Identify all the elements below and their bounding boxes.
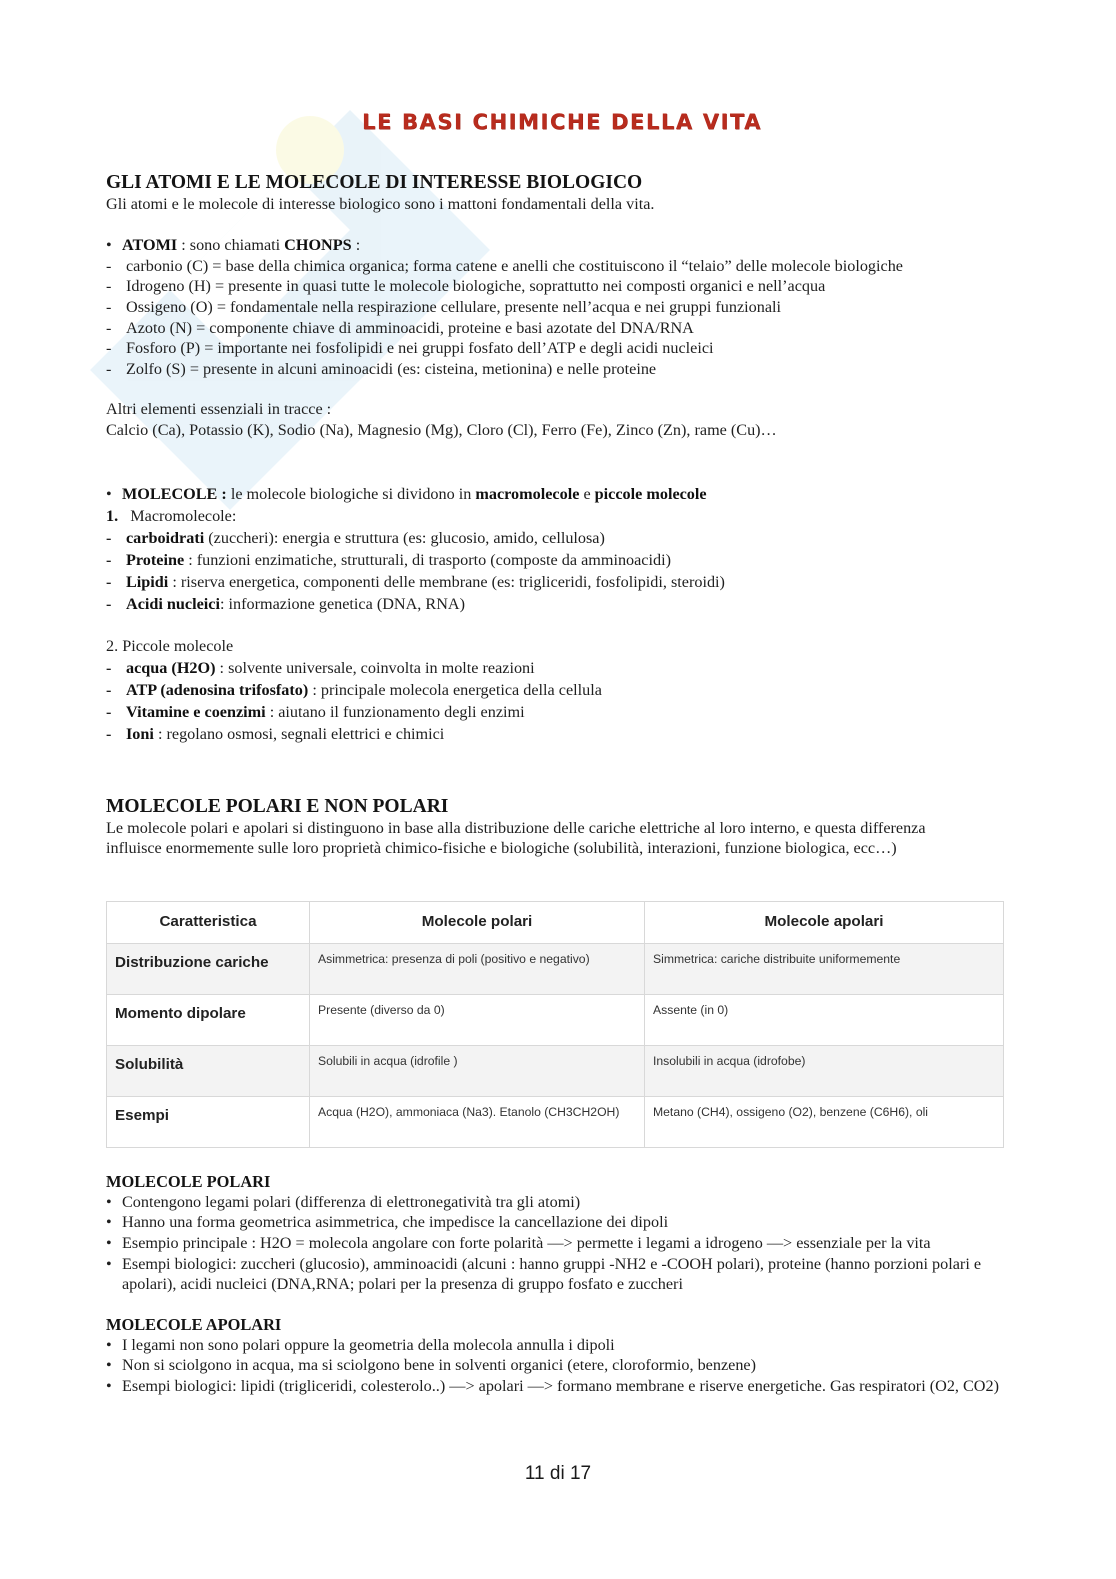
list-item: • Esempio principale : H2O = molecola angolare con forte polarità —> permette i legami a idrogeno —> essenziale per la vita <box>106 1233 931 1252</box>
table-header-row <box>107 901 1004 943</box>
list-item: - Acidi nucleici: informazione genetica (DNA, RNA) <box>106 594 465 613</box>
list-item: - acqua (H2O) : solvente universale, coinvolta in molte reazioni <box>106 658 535 677</box>
list-item: • Non si sciolgono in acqua, ma si sciolgono bene in solventi organici (etere, cloroformio, benzene) <box>106 1356 756 1375</box>
list-item: - Vitamine e coenzimi : aiutano il funzionamento degli enzimi <box>106 702 525 721</box>
list-item: - Ossigeno (O) = fondamentale nella respirazione cellulare, presente nell’acqua e nei gruppi funzionali <box>106 297 782 316</box>
table-row <box>107 943 1004 994</box>
table-header-cell: Molecole apolari <box>645 901 1004 943</box>
table-cell: Asimmetrica: presenza di poli (positivo e negativo) <box>310 943 645 994</box>
section-heading-atoms: GLI ATOMI E LE MOLECOLE DI INTERESSE BIOLOGICO <box>106 171 643 193</box>
list-item: • Esempi biologici: lipidi (trigliceridi, colesterolo..) —> apolari —> formano membrane e riserve energetiche. Gas respiratori (O2, CO2) <box>106 1376 999 1395</box>
table-cell: Simmetrica: cariche distribuite uniformemente <box>645 943 1004 994</box>
molecole-bullet <box>106 483 1006 505</box>
bullet-icon: • <box>106 1376 112 1395</box>
list-item: - Ioni : regolano osmosi, segnali elettrici e chimici <box>106 724 445 743</box>
list-item: - Idrogeno (H) = presente in quasi tutte le molecole biologiche, soprattutto nei composti organici e nell’acqua <box>106 277 826 296</box>
section-heading-polar: MOLECOLE POLARI E NON POLARI <box>106 795 449 817</box>
table-row <box>107 1045 1004 1096</box>
section-atoms-molecules <box>106 171 1006 745</box>
apolari-list <box>106 1335 1006 1397</box>
list-item: - Proteine : funzioni enzimatiche, strutturali, di trasporto (composte da amminoacidi) <box>106 550 671 569</box>
table-cell: Assente (in 0) <box>645 994 1004 1045</box>
comparison-table <box>106 901 1004 1148</box>
table-header-cell: Caratteristica <box>107 901 310 943</box>
table-cell: Metano (CH4), ossigeno (O2), benzene (C6H6), oli <box>645 1096 1004 1147</box>
list-item: • Esempi biologici: zuccheri (glucosio), amminoacidi (alcuni : hanno gruppi -NH2 e -COOH polari), proteine (hanno porzioni polari e apolari), acidi nucleici (DNA,RNA; polari per la presenza di gruppo fosfato e zuccheri <box>106 1254 982 1294</box>
list-item: - Zolfo (S) = presente in alcuni aminoacidi (es: cisteina, metionina) e nelle proteine <box>106 359 657 378</box>
list-item: - carboidrati (zuccheri): energia e struttura (es: glucosio, amido, cellulosa) <box>106 528 605 547</box>
piccole-molecole-label: 2. Piccole molecole <box>106 636 234 655</box>
list-item: • Contengono legami polari (differenza di elettronegatività tra gli atomi) <box>106 1192 581 1211</box>
list-item: • ATOMI : sono chiamati CHONPS : <box>106 236 361 255</box>
table-cell: Solubili in acqua (idrofile ) <box>310 1045 645 1096</box>
macromolecole-list <box>106 527 1006 615</box>
table-header-cell: Molecole polari <box>310 901 645 943</box>
list-item: • Hanno una forma geometrica asimmetrica, che impedisce la cancellazione dei dipoli <box>106 1213 669 1232</box>
bullet-icon: • <box>106 484 112 503</box>
macromolecole-label: 1. Macromolecole: <box>106 506 237 525</box>
section-intro-atoms: Gli atomi e le molecole di interesse biologico sono i mattoni fondamentali della vita. <box>106 194 655 213</box>
trace-elements-label: Altri elementi essenziali in tracce : <box>106 400 332 419</box>
bullet-icon: • <box>106 1192 112 1211</box>
subheading-polari: MOLECOLE POLARI <box>106 1171 271 1191</box>
table-cell-key: Solubilità <box>107 1045 310 1096</box>
list-item: - carbonio (C) = base della chimica organica; forma catene e anelli che costituiscono il “telaio” delle molecole biologiche <box>106 256 903 275</box>
section-intro-polar: Le molecole polari e apolari si distinguono in base alla distribuzione delle cariche elettriche al loro interno, e questa differenza influisce enormemente sulle loro proprietà chimico-fisiche e biologiche (solubilità, interazioni, funzione biologica, ecc…) <box>106 818 926 858</box>
table-row <box>107 994 1004 1045</box>
table-row <box>107 1096 1004 1147</box>
page-title: LE BASI CHIMICHE DELLA VITA <box>361 110 762 134</box>
bullet-icon: • <box>106 1213 112 1232</box>
bullet-icon: • <box>106 1335 112 1354</box>
table-cell: Insolubili in acqua (idrofobe) <box>645 1045 1004 1096</box>
section-polar-molecules <box>106 795 1006 1397</box>
table-cell-key: Distribuzione cariche <box>107 943 310 994</box>
elements-list <box>106 256 1006 380</box>
list-item: • I legami non sono polari oppure la geometria della molecola annulla i dipoli <box>106 1335 615 1354</box>
bullet-icon: • <box>106 1233 112 1252</box>
bullet-icon: • <box>106 1254 112 1273</box>
bullet-icon: • <box>106 1356 112 1375</box>
page-number: 11 di 17 <box>524 1463 592 1484</box>
table-cell: Acqua (H2O), ammoniaca (Na3). Etanolo (CH3CH2OH) <box>310 1096 645 1147</box>
table-cell-key: Momento dipolare <box>107 994 310 1045</box>
list-item: - Fosforo (P) = importante nei fosfolipidi e nei gruppi fosfato dell’ATP e degli acidi nucleici <box>106 339 714 358</box>
subheading-apolari: MOLECOLE APOLARI <box>106 1314 282 1334</box>
table-cell-key: Esempi <box>107 1096 310 1147</box>
list-item: - Lipidi : riserva energetica, componenti delle membrane (es: trigliceridi, fosfolipidi, steroidi) <box>106 572 725 591</box>
trace-elements-list: Calcio (Ca), Potassio (K), Sodio (Na), Magnesio (Mg), Cloro (Cl), Ferro (Fe), Zinco (Zn), rame (Cu)… <box>106 420 777 439</box>
polari-list <box>106 1192 1006 1295</box>
piccole-molecole-list <box>106 657 1006 745</box>
list-item: - Azoto (N) = componente chiave di amminoacidi, proteine e basi azotate del DNA/RNA <box>106 318 694 337</box>
atomi-bullet <box>106 235 1006 256</box>
list-item: - ATP (adenosina trifosfato) : principale molecola energetica della cellula <box>106 680 602 699</box>
list-item: • MOLECOLE : le molecole biologiche si dividono in macromolecole e piccole molecole <box>106 484 707 503</box>
document-page <box>106 112 1006 1396</box>
table-cell: Presente (diverso da 0) <box>310 994 645 1045</box>
bullet-icon: • <box>106 236 112 255</box>
